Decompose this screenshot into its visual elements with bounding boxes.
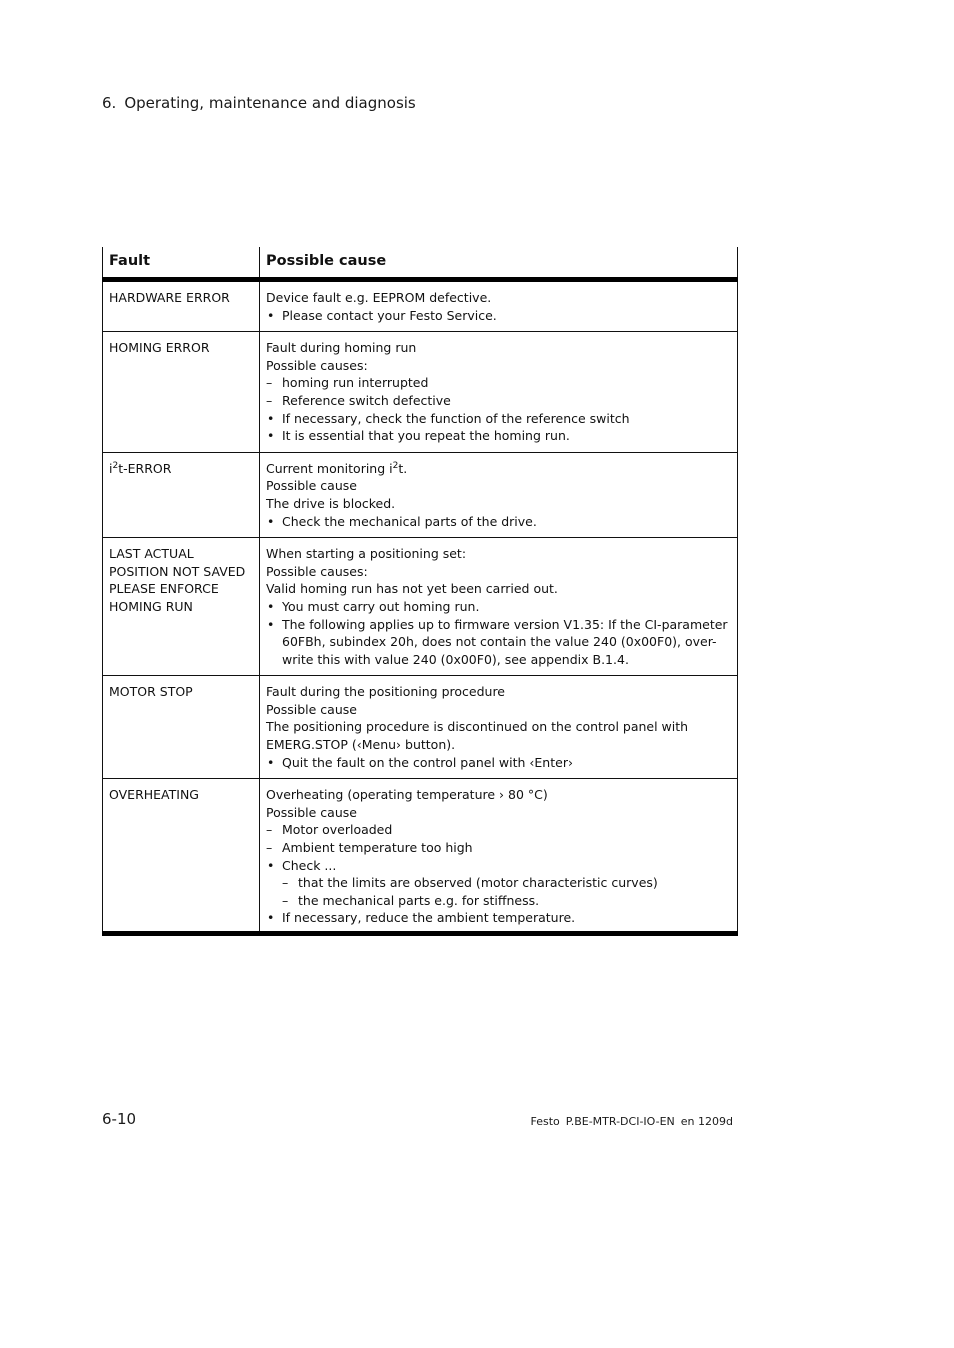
fault-name: HOMING RUN — [109, 598, 193, 614]
cause-text-suffix: t. — [398, 460, 408, 476]
section-title: Operating, maintenance and diagnosis — [124, 94, 416, 112]
cause-text: Valid homing run has not yet been carried out. — [266, 581, 558, 597]
superscript: 2 — [112, 460, 119, 471]
page-number: 6-10 — [102, 1110, 137, 1128]
cause-text: Possible cause — [266, 804, 357, 820]
fault-name: MOTOR STOP — [109, 684, 193, 700]
cause-sub-dash-item: – the mechanical parts e.g. for stiffness. — [266, 892, 731, 910]
cause-bullet: • Please contact your Festo Service. — [266, 307, 731, 325]
cause-dash-item: – Ambient temperature too high — [266, 839, 731, 857]
cause-text: Fault during the positioning procedure — [266, 684, 505, 700]
cause-bullet: • Check the mechanical parts of the drive. — [266, 513, 731, 531]
fault-cell — [103, 280, 260, 332]
fault-name-prefix: i — [109, 460, 113, 476]
section-number: 6. — [102, 94, 117, 112]
table-row — [103, 676, 738, 779]
cause-dash-item: – homing run interrupted — [266, 374, 731, 392]
cause-bullet: • The following applies up to firmware version V1.35: If the CI-parameter 60FBh, subindex 20h, does not contain the value 240 (0x00F0), over-write this with value 240 (0x00F0), see appendix B.1.4. — [266, 616, 731, 669]
document-reference — [531, 1115, 733, 1128]
cause-cell — [260, 538, 738, 676]
cause-text: Possible causes: — [266, 563, 368, 579]
publisher-name: Festo — [530, 1115, 560, 1128]
document-version: en 1209d — [680, 1115, 733, 1128]
fault-name: PLEASE ENFORCE — [109, 581, 219, 597]
fault-name: POSITION NOT SAVED — [109, 563, 246, 579]
fault-name: HOMING ERROR — [109, 340, 210, 356]
table-row — [103, 452, 738, 537]
fault-cell — [103, 332, 260, 453]
cause-text: Possible causes: — [266, 357, 368, 373]
fault-table — [102, 247, 738, 936]
cause-text: Fault during homing run — [266, 340, 417, 356]
document-id: P.BE-MTR-DCI-IO-EN — [565, 1115, 675, 1128]
cause-cell — [260, 779, 738, 934]
cause-cell — [260, 676, 738, 779]
fault-name: OVERHEATING — [109, 787, 199, 803]
fault-name: LAST ACTUAL — [109, 546, 194, 562]
cause-text: Device fault e.g. EEPROM defective. — [266, 290, 492, 305]
table-row — [103, 280, 738, 332]
column-header-possible-cause: Possible cause — [260, 247, 738, 280]
fault-cell — [103, 452, 260, 537]
cause-text: Possible cause — [266, 478, 357, 494]
fault-name: HARDWARE ERROR — [109, 290, 230, 305]
cause-text: The drive is blocked. — [266, 495, 396, 511]
cause-text: EMERG.STOP (‹Menu› button). — [266, 737, 456, 753]
cause-cell — [260, 332, 738, 453]
table-row — [103, 332, 738, 453]
cause-bullet: • Check ... — [266, 857, 731, 875]
cause-bullet: • It is essential that you repeat the homing run. — [266, 427, 731, 445]
cause-bullet: • You must carry out homing run. — [266, 598, 731, 616]
cause-dash-item: – Motor overloaded — [266, 821, 731, 839]
table-row — [103, 538, 738, 676]
cause-text — [266, 460, 731, 478]
cause-bullet: • If necessary, check the function of the reference switch — [266, 410, 731, 428]
fault-cell — [103, 676, 260, 779]
cause-bullet: • Quit the fault on the control panel with ‹Enter› — [266, 754, 731, 772]
table-row — [103, 779, 738, 934]
superscript: 2 — [392, 460, 399, 471]
cause-bullet: • If necessary, reduce the ambient temperature. — [266, 909, 731, 927]
column-header-fault: Fault — [103, 247, 260, 280]
cause-text: Overheating (operating temperature › 80 °C) — [266, 787, 548, 803]
fault-cell — [103, 538, 260, 676]
cause-cell — [260, 452, 738, 537]
cause-text: When starting a positioning set: — [266, 546, 467, 562]
cause-dash-item: – Reference switch defective — [266, 392, 731, 410]
table-header-row — [103, 247, 738, 280]
cause-text: Possible cause — [266, 701, 357, 717]
fault-name-suffix: t-ERROR — [118, 460, 172, 476]
cause-sub-dash-item: – that the limits are observed (motor characteristic curves) — [266, 874, 731, 892]
cause-text-prefix: Current monitoring i — [266, 460, 393, 476]
cause-cell — [260, 280, 738, 332]
fault-cell — [103, 779, 260, 934]
fault-name — [109, 460, 253, 478]
section-heading — [102, 94, 416, 112]
cause-text: The positioning procedure is discontinued on the control panel with — [266, 719, 689, 735]
